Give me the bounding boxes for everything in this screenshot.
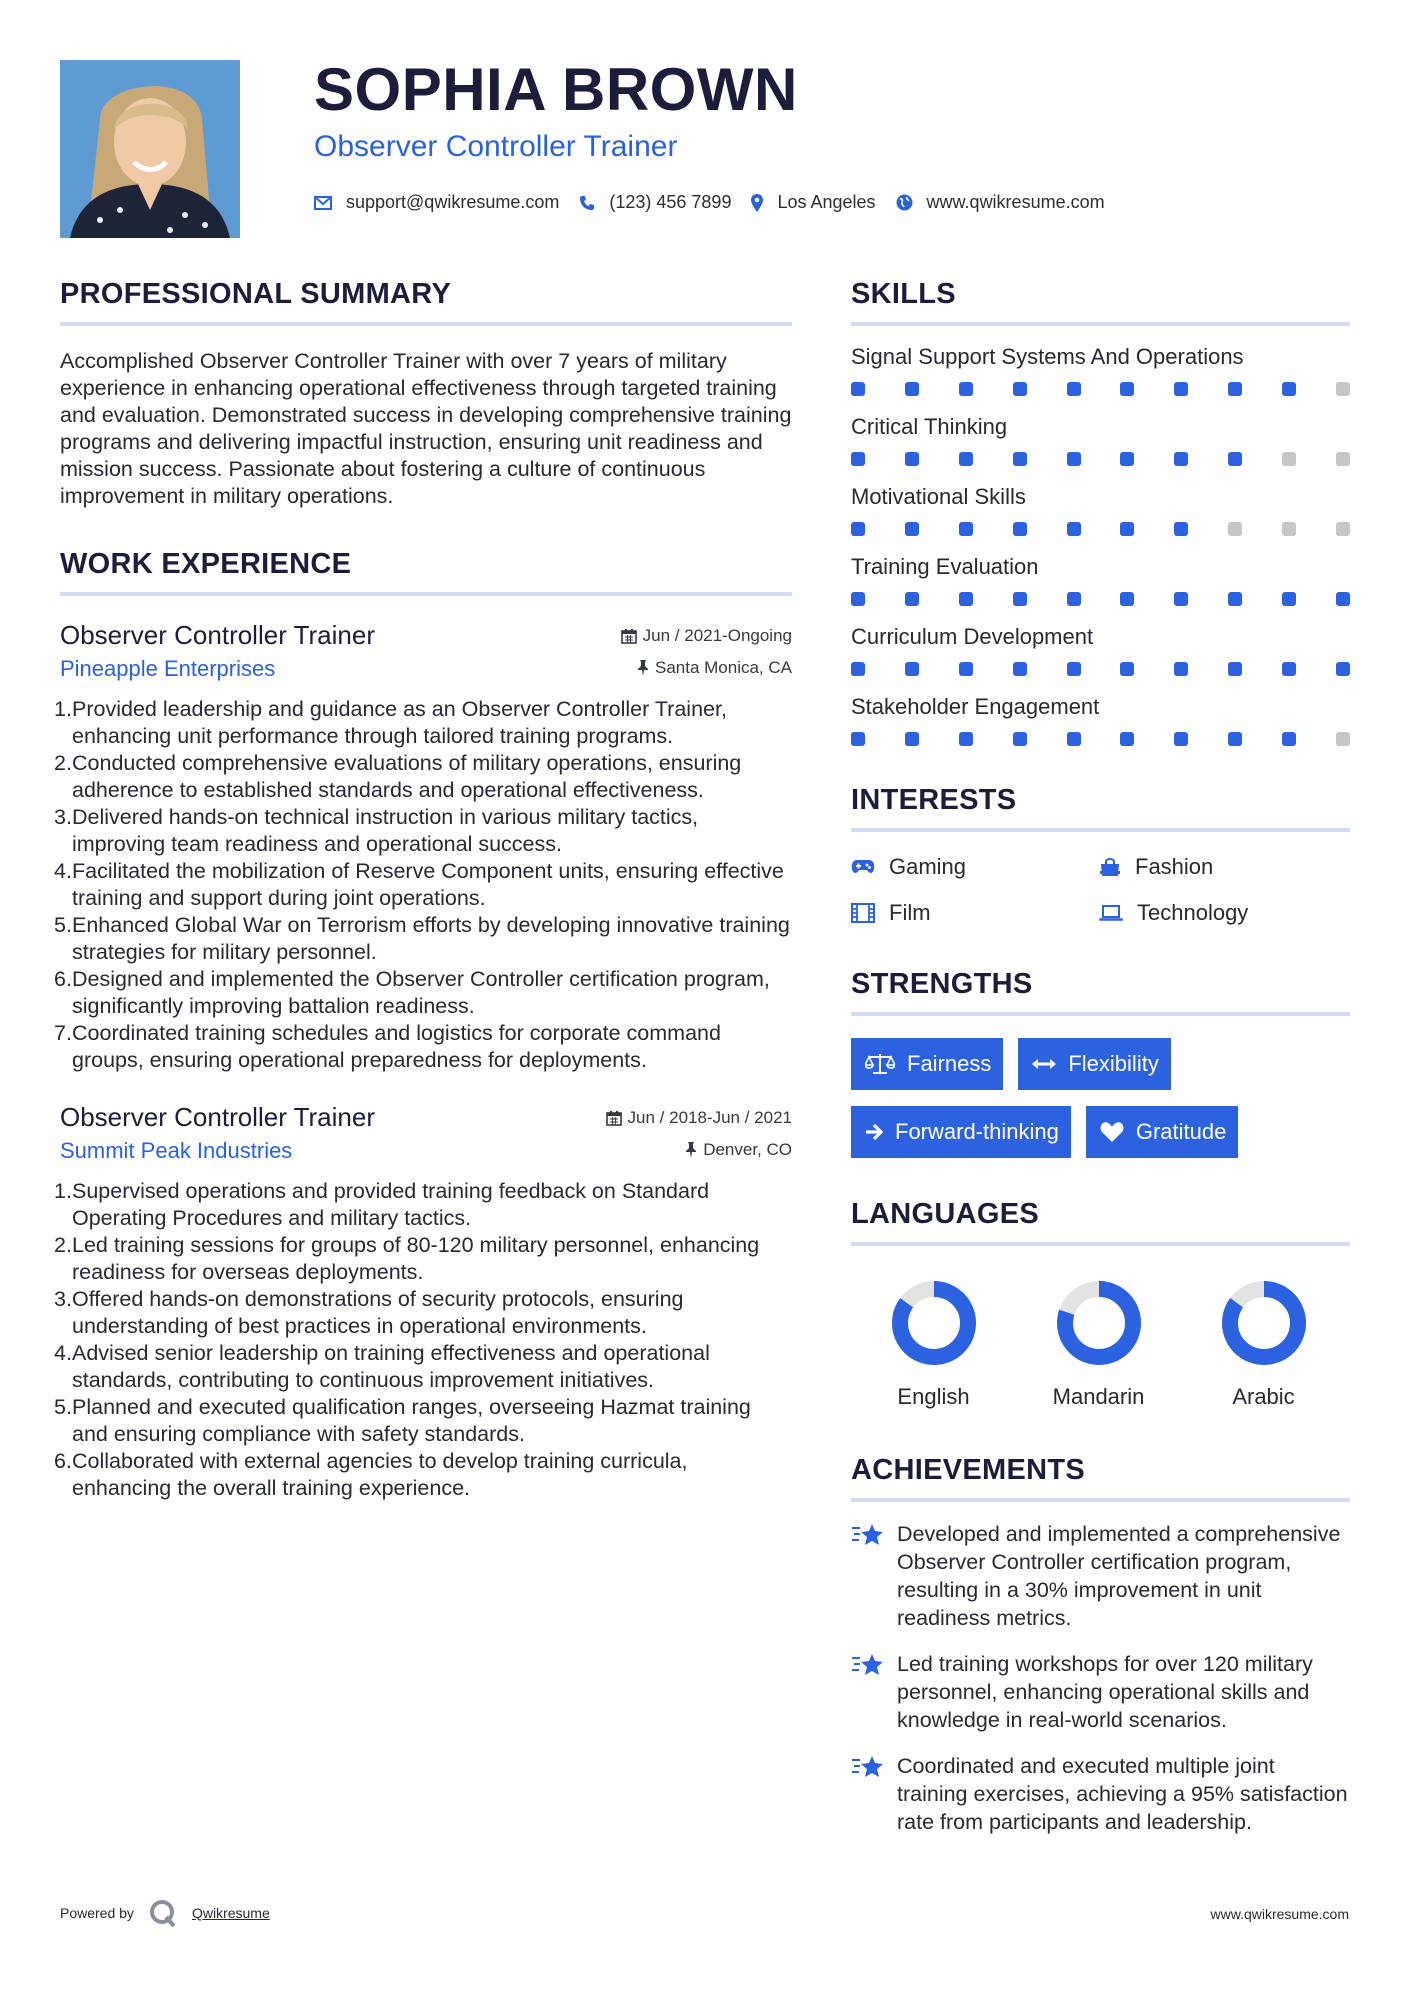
skill-rating bbox=[851, 382, 1350, 396]
summary-heading: PROFESSIONAL SUMMARY bbox=[60, 276, 792, 326]
rating-dot-filled bbox=[851, 452, 865, 466]
list-item: 5. Planned and executed qualification ranges, overseeing Hazmat training and ensuring compliance with safety standards. bbox=[54, 1395, 751, 1446]
pushpin-icon bbox=[637, 660, 649, 676]
rating-dot-filled bbox=[1228, 382, 1242, 396]
list-item: 5. Enhanced Global War on Terrorism efforts by developing innovative training strategies for military personnel. bbox=[54, 913, 790, 964]
footer-website[interactable]: www.qwikresume.com bbox=[1210, 1906, 1349, 1922]
job-title: Observer Controller Trainer bbox=[60, 1102, 375, 1132]
rating-dot-empty bbox=[1336, 452, 1350, 466]
email-text: support@qwikresume.com bbox=[346, 192, 560, 212]
resume-header bbox=[314, 54, 1374, 213]
strengths-heading: STRENGTHS bbox=[851, 966, 1350, 1016]
skill-rating bbox=[851, 522, 1350, 536]
rating-dot-filled bbox=[905, 662, 919, 676]
skill-name: Curriculum Development bbox=[851, 624, 1094, 649]
job-entry-1 bbox=[54, 618, 792, 1074]
skill-item bbox=[851, 692, 1350, 746]
rating-dot-empty bbox=[1282, 452, 1296, 466]
skills-heading: SKILLS bbox=[851, 276, 1350, 326]
list-item: 2. Led training sessions for groups of 80-120 military personnel, enhancing readiness for overseas deployments. bbox=[54, 1233, 760, 1284]
rating-dot-filled bbox=[959, 592, 973, 606]
list-item: 3. Offered hands-on demonstrations of security protocols, ensuring understanding of best practices in operational environments. bbox=[54, 1287, 684, 1338]
job-bullets bbox=[54, 1178, 792, 1502]
rating-dot-filled bbox=[1067, 662, 1081, 676]
shooting-star-icon bbox=[851, 1754, 885, 1780]
rating-dot-filled bbox=[1120, 592, 1134, 606]
rating-dot-filled bbox=[959, 452, 973, 466]
contact-location bbox=[751, 192, 875, 213]
qwikresume-logo-icon bbox=[148, 1898, 178, 1928]
footer-powered-by bbox=[60, 1898, 270, 1928]
skill-item bbox=[851, 552, 1350, 606]
skill-rating bbox=[851, 592, 1350, 606]
languages-list bbox=[851, 1280, 1350, 1412]
rating-dot-filled bbox=[1067, 382, 1081, 396]
rating-dot-filled bbox=[1013, 382, 1027, 396]
location-text: Los Angeles bbox=[777, 192, 876, 212]
strength-tag: Fairness bbox=[851, 1038, 1003, 1090]
languages-heading: LANGUAGES bbox=[851, 1196, 1350, 1246]
rating-dot-filled bbox=[1120, 452, 1134, 466]
rating-dot-filled bbox=[851, 382, 865, 396]
rating-dot-empty bbox=[1228, 522, 1242, 536]
rating-dot-empty bbox=[1336, 522, 1350, 536]
rating-dot-filled bbox=[1174, 452, 1188, 466]
powered-by-label: Powered by bbox=[60, 1905, 134, 1921]
company-name: Pineapple Enterprises bbox=[60, 656, 276, 681]
achievements-list bbox=[851, 1520, 1350, 1836]
strengths-list bbox=[851, 1038, 1350, 1174]
phone-icon bbox=[579, 195, 595, 211]
achievement-item: Coordinated and executed multiple joint training exercises, achieving a 95% satisfaction rate from participants and leadership. bbox=[851, 1752, 1350, 1836]
achievements-heading: ACHIEVEMENTS bbox=[851, 1452, 1350, 1502]
language-name: Mandarin bbox=[1052, 1384, 1145, 1409]
list-item: 7. Coordinated training schedules and logistics for corporate command groups, ensuring operational preparedness for deployments. bbox=[54, 1021, 721, 1072]
summary-text: Accomplished Observer Controller Trainer with over 7 years of military experience in enhancing operational effectiveness through targeted training and evaluation. Demonstrated success in developing comprehensive training programs and delivering impactful instruction, ensuring unit readiness and mission success. Passionate about fostering a culture of continuous improvement in military operations. bbox=[60, 349, 792, 508]
list-item: 6. Designed and implemented the Observer Controller certification program, significantly improving battalion readiness. bbox=[54, 967, 770, 1018]
rating-dot-filled bbox=[1282, 662, 1296, 676]
rating-dot-filled bbox=[1120, 382, 1134, 396]
strength-tag: Flexibility bbox=[1018, 1038, 1170, 1090]
rating-dot-filled bbox=[1013, 662, 1027, 676]
shooting-star-icon bbox=[851, 1652, 885, 1678]
job-bullets bbox=[54, 696, 792, 1074]
language-name: Arabic bbox=[1232, 1384, 1295, 1409]
rating-dot-filled bbox=[1228, 662, 1242, 676]
list-item: 4. Advised senior leadership on training effectiveness and operational standards, contributing to continuous improvement initiatives. bbox=[54, 1341, 710, 1392]
arrow-right-icon bbox=[865, 1123, 883, 1141]
gamepad-icon bbox=[851, 859, 875, 875]
rating-dot-filled bbox=[1228, 732, 1242, 746]
list-item: 3. Delivered hands-on technical instruction in various military tactics, improving team readiness and operational success. bbox=[54, 805, 699, 856]
website-text: www.qwikresume.com bbox=[926, 192, 1105, 212]
rating-dot-filled bbox=[1120, 522, 1134, 536]
strength-tag: Forward-thinking bbox=[851, 1106, 1071, 1158]
skill-rating bbox=[851, 732, 1350, 746]
rating-dot-filled bbox=[1228, 592, 1242, 606]
rating-dot-filled bbox=[1067, 592, 1081, 606]
contact-phone[interactable] bbox=[579, 192, 731, 213]
rating-dot-filled bbox=[959, 522, 973, 536]
list-item: 6. Collaborated with external agencies to develop training curricula, enhancing the overall training experience. bbox=[54, 1449, 688, 1500]
job-title: Observer Controller Trainer bbox=[60, 620, 375, 650]
rating-dot-filled bbox=[851, 592, 865, 606]
rating-dot-filled bbox=[1013, 732, 1027, 746]
rating-dot-filled bbox=[1336, 592, 1350, 606]
skill-item bbox=[851, 622, 1350, 676]
rating-dot-filled bbox=[1174, 522, 1188, 536]
rating-dot-filled bbox=[905, 452, 919, 466]
calendar-icon bbox=[621, 628, 637, 644]
interest-item: Film bbox=[851, 898, 1099, 928]
rating-dot-filled bbox=[1013, 522, 1027, 536]
job-location: Santa Monica, CA bbox=[637, 658, 792, 678]
brand-link[interactable]: Qwikresume bbox=[191, 1905, 270, 1921]
rating-dot-filled bbox=[1174, 732, 1188, 746]
skill-item bbox=[851, 482, 1350, 536]
rating-dot-empty bbox=[1282, 522, 1296, 536]
film-icon bbox=[851, 903, 875, 923]
rating-dot-filled bbox=[851, 662, 865, 676]
language-proficiency-ring bbox=[1056, 1280, 1142, 1366]
rating-dot-filled bbox=[1228, 452, 1242, 466]
rating-dot-filled bbox=[1013, 452, 1027, 466]
phone-text: (123) 456 7899 bbox=[609, 192, 732, 212]
pushpin-icon bbox=[685, 1142, 697, 1158]
envelope-icon bbox=[314, 196, 332, 210]
skill-rating bbox=[851, 452, 1350, 466]
skill-name: Signal Support Systems And Operations bbox=[851, 344, 1244, 369]
rating-dot-filled bbox=[1282, 382, 1296, 396]
job-dates: Jun / 2018-Jun / 2021 bbox=[606, 1108, 792, 1128]
rating-dot-filled bbox=[1067, 732, 1081, 746]
skill-name: Training Evaluation bbox=[851, 554, 1039, 579]
language-proficiency-ring bbox=[1221, 1280, 1307, 1366]
language-proficiency-ring bbox=[891, 1280, 977, 1366]
language-item bbox=[851, 1280, 1016, 1412]
rating-dot-filled bbox=[1120, 732, 1134, 746]
language-name: English bbox=[897, 1384, 970, 1409]
list-item: 4. Facilitated the mobilization of Reserve Component units, ensuring effective training and support during joint operations. bbox=[54, 859, 784, 910]
rating-dot-filled bbox=[851, 522, 865, 536]
rating-dot-filled bbox=[1120, 662, 1134, 676]
profile-photo bbox=[60, 60, 240, 238]
rating-dot-empty bbox=[1336, 732, 1350, 746]
candidate-name: SOPHIA BROWN bbox=[314, 56, 798, 123]
map-marker-icon bbox=[751, 194, 763, 212]
rating-dot-filled bbox=[905, 592, 919, 606]
skills-list bbox=[851, 342, 1350, 746]
rating-dot-filled bbox=[905, 732, 919, 746]
globe-icon bbox=[896, 194, 913, 211]
rating-dot-empty bbox=[1336, 382, 1350, 396]
language-item bbox=[1016, 1280, 1181, 1412]
rating-dot-filled bbox=[905, 522, 919, 536]
rating-dot-filled bbox=[959, 662, 973, 676]
candidate-title: Observer Controller Trainer bbox=[314, 130, 678, 163]
rating-dot-filled bbox=[1174, 592, 1188, 606]
balance-scale-icon bbox=[865, 1053, 895, 1075]
skill-item bbox=[851, 342, 1350, 396]
strength-tag: Gratitude bbox=[1086, 1106, 1239, 1158]
rating-dot-filled bbox=[959, 732, 973, 746]
rating-dot-filled bbox=[1174, 382, 1188, 396]
skill-name: Stakeholder Engagement bbox=[851, 694, 1100, 719]
rating-dot-filled bbox=[851, 732, 865, 746]
language-item bbox=[1181, 1280, 1346, 1412]
interest-item: Fashion bbox=[1099, 852, 1349, 882]
interests-heading: INTERESTS bbox=[851, 782, 1350, 832]
shooting-star-icon bbox=[851, 1522, 885, 1548]
arrows-horizontal-icon bbox=[1032, 1057, 1056, 1071]
rating-dot-filled bbox=[959, 382, 973, 396]
list-item: 1. Provided leadership and guidance as an Observer Controller Trainer, enhancing unit performance through tailored training programs. bbox=[54, 697, 727, 748]
skill-item bbox=[851, 412, 1350, 466]
rating-dot-filled bbox=[1282, 732, 1296, 746]
rating-dot-filled bbox=[905, 382, 919, 396]
rating-dot-filled bbox=[1282, 592, 1296, 606]
shopping-bag-icon bbox=[1099, 857, 1121, 877]
interest-item: Technology bbox=[1099, 898, 1349, 928]
job-location: Denver, CO bbox=[685, 1140, 792, 1160]
left-column bbox=[54, 276, 792, 1502]
rating-dot-filled bbox=[1067, 452, 1081, 466]
job-entry-2 bbox=[54, 1100, 792, 1502]
company-name: Summit Peak Industries bbox=[60, 1138, 293, 1163]
contact-website[interactable] bbox=[896, 192, 1105, 213]
calendar-icon bbox=[606, 1110, 622, 1126]
skill-name: Critical Thinking bbox=[851, 414, 1008, 439]
rating-dot-filled bbox=[1336, 662, 1350, 676]
interest-item: Gaming bbox=[851, 852, 1099, 882]
interests-list bbox=[851, 852, 1350, 928]
achievement-item: Led training workshops for over 120 military personnel, enhancing operational skills and knowledge in real-world scenarios. bbox=[851, 1650, 1350, 1734]
contact-email[interactable] bbox=[314, 192, 559, 213]
skill-rating bbox=[851, 662, 1350, 676]
list-item: 1. Supervised operations and provided training feedback on Standard Operating Procedures and military tactics. bbox=[54, 1179, 710, 1230]
heart-icon bbox=[1100, 1122, 1124, 1142]
experience-heading: WORK EXPERIENCE bbox=[60, 546, 792, 596]
achievement-item: Developed and implemented a comprehensive Observer Controller certification program, resulting in a 30% improvement in unit readiness metrics. bbox=[851, 1520, 1350, 1632]
job-dates: Jun / 2021-Ongoing bbox=[621, 626, 792, 646]
right-column bbox=[851, 276, 1350, 1836]
laptop-icon bbox=[1099, 904, 1123, 922]
contact-bar bbox=[314, 192, 1374, 213]
rating-dot-filled bbox=[1067, 522, 1081, 536]
rating-dot-filled bbox=[1174, 662, 1188, 676]
rating-dot-filled bbox=[1013, 592, 1027, 606]
list-item: 2. Conducted comprehensive evaluations of military operations, ensuring adherence to established standards and operational effectiveness. bbox=[54, 751, 742, 802]
skill-name: Motivational Skills bbox=[851, 484, 1026, 509]
